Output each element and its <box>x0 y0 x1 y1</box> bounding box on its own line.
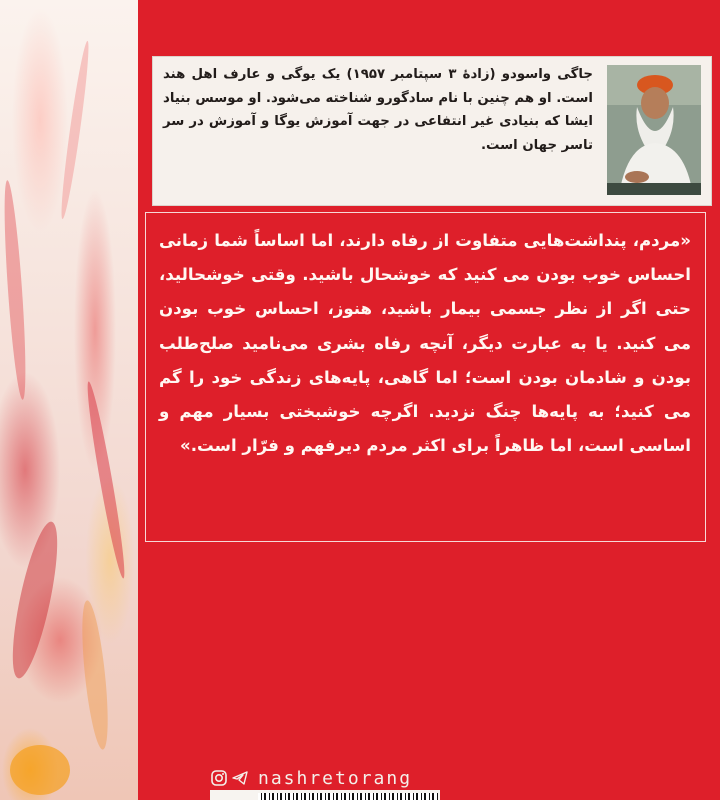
publisher-handle: nashretorang <box>258 767 413 789</box>
author-card <box>152 56 712 206</box>
quote-text: «مردم، پنداشت‌هایی متفاوت از رفاه دارند، اما اساساً شما زمانی احساس خوب بودن می کنید که خوشحال باشید. وقتی خوشحالید، حتی اگر از نظر جسمی بیمار باشید، هنوز، احساس خوب بودن می کنید. یا به عبارت دیگر، آنچه رفاه بشری می‌نامید صلح‌طلب بودن و شادمان بودن است؛ اما گاهی، پایه‌های زندگی خود را گم می کنید؛ به پایه‌ها چنگ نزدید. اگرچه خوشبختی بسیار مهم و اساسی است، اما ظاهراً برای اکثر مردم دیرفهم و فرّار است.» <box>159 231 691 456</box>
publisher-footer <box>210 764 412 792</box>
barcode <box>258 793 438 800</box>
author-bio: جاگی واسودو (زادهٔ ۳ سپتامبر ۱۹۵۷) یک یوگی و عارف اهل هند است. او هم چنین با نام سادگورو شناخته می‌شود. او موسس بنیاد ایشا که بنیادی غیر انتفاعی در جهت آموزش یوگا و آموزش در سر تاسر جهان است. <box>163 67 593 153</box>
author-photo <box>607 65 701 195</box>
cover-artwork <box>0 0 138 800</box>
telegram-icon <box>231 769 249 787</box>
instagram-icon <box>210 769 228 787</box>
quote-frame <box>145 212 706 542</box>
